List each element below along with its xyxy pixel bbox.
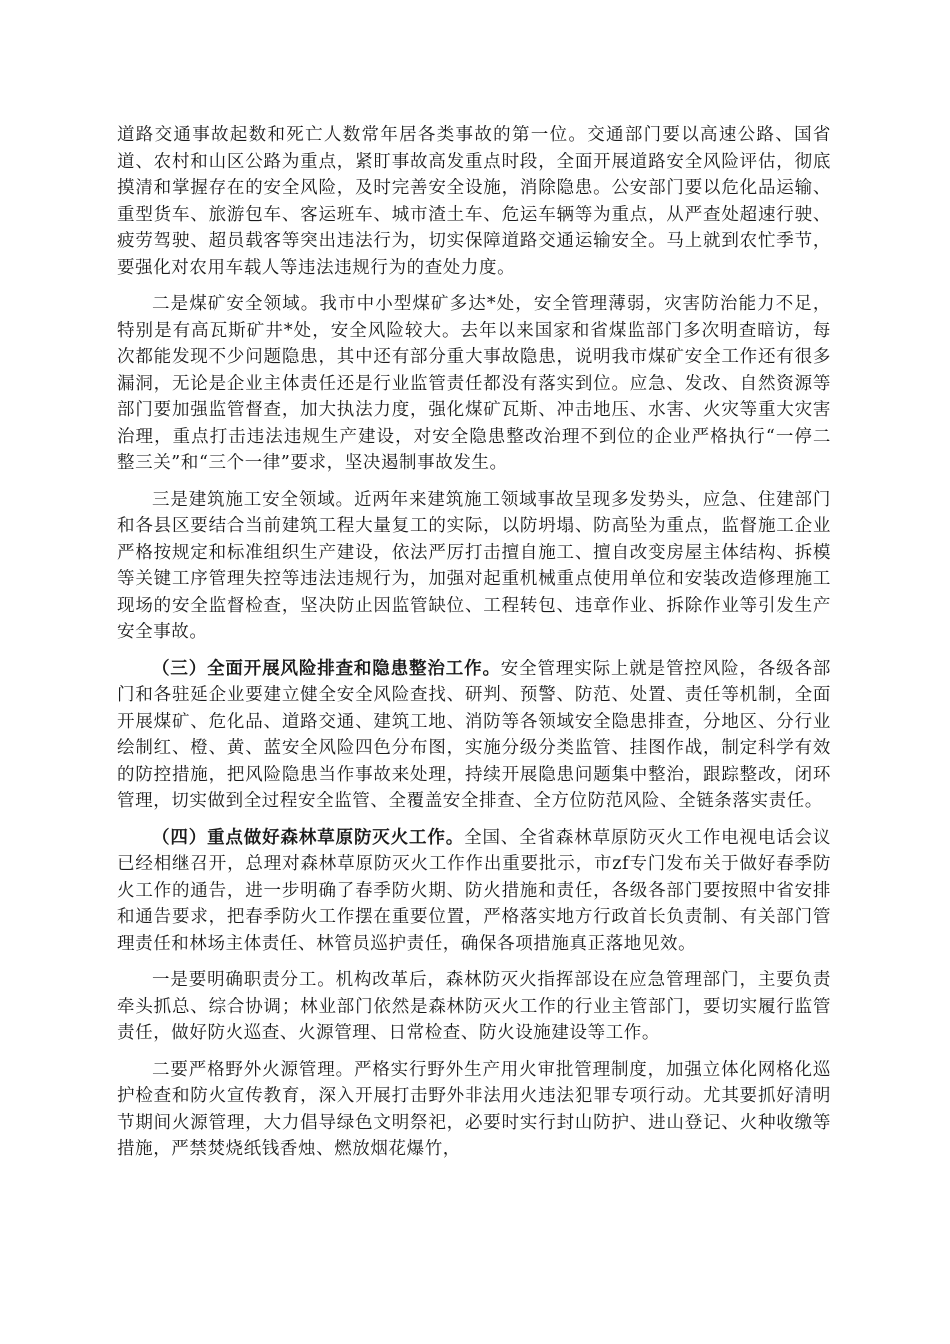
paragraph-coal-mine-safety xyxy=(117,291,831,477)
paragraph-text: 全国、全省森林草原防灭火工作电视电话会议已经相继召开，总理对森林草原防灭火工作作出重要批示，市zf专门发布关于做好春季防火工作的通告，进一步明确了春季防火期、防火措施和责任，各级各部门要按照中省安排和通告要求，把春季防火工作摆在重要位置，严格落实地方行政首长负责制、有关部门管理责任和林场主体责任、林管员巡护责任，确保各项措施真正落地见效。 xyxy=(117,827,831,954)
paragraph-text: 二是煤矿安全领域。我市中小型煤矿多达*处，安全管理薄弱，灾害防治能力不足，特别是有高瓦斯矿井*处，安全风险较大。去年以来国家和省煤监部门多次明查暗访，每次都能发现不少问题隐患，其中还有部分重大事故隐患，说明我市煤矿安全工作还有很多漏洞，无论是企业主体责任还是行业监管责任都没有落实到位。应急、发改、自然资源等部门要加强监管督查，加大执法力度，强化煤矿瓦斯、冲击地压、水害、火灾等重大灾害治理，重点打击违法违规生产建设，对安全隐患整改治理不到位的企业严格执行“一停二整三关”和“三个一律”要求，坚决遏制事故发生。 xyxy=(117,294,831,473)
paragraph-text: 道路交通事故起数和死亡人数常年居各类事故的第一位。交通部门要以高速公路、国省道、农村和山区公路为重点，紧盯事故高发重点时段，全面开展道路安全风险评估，彻底摸清和掌握存在的安全风险，及时完善安全设施，消除隐患。公安部门要以危化品运输、重型货车、旅游包车、客运班车、城市渣土车、危运车辆等为重点，从严查处超速行驶、疲劳驾驶、超员载客等突出违法行为，切实保障道路交通运输安全。马上就到农忙季节，要强化对农用车载人等违法违规行为的查处力度。 xyxy=(117,125,831,278)
paragraph-fire-source-management xyxy=(117,1057,831,1163)
paragraph-text: 二要严格野外火源管理。严格实行野外生产用火审批管理制度，加强立体化网格化巡护检查和防火宣传教育，深入开展打击野外非法用火违法犯罪专项行动。尤其要抓好清明节期间火源管理，大力倡导绿色文明祭祀，必要时实行封山防护、进山登记、火种收缴等措施，严禁焚烧纸钱香烛、燃放烟花爆竹， xyxy=(117,1059,831,1159)
paragraph-construction-safety xyxy=(117,487,831,646)
paragraph-responsibility-division xyxy=(117,967,831,1047)
section-heading: （四）重点做好森林草原防灭火工作。 xyxy=(152,827,465,848)
section-heading: （三）全面开展风险排查和隐患整治工作。 xyxy=(152,658,501,679)
paragraph-road-traffic-continued xyxy=(117,122,831,281)
paragraph-forest-fire-prevention xyxy=(117,825,831,958)
paragraph-text: 三是建筑施工安全领域。近两年来建筑施工领域事故呈现多发势头，应急、住建部门和各县区要结合当前建筑工程大量复工的实际，以防坍塌、防高坠为重点，监督施工企业严格按规定和标准组织生产建设，依法严厉打击擅自施工、擅自改变房屋主体结构、拆模等关键工序管理失控等违法违规行为，加强对起重机械重点使用单位和安装改造修理施工现场的安全监督检查，坚决防止因监管缺位、工程转包、违章作业、拆除作业等引发生产安全事故。 xyxy=(117,489,831,642)
document-body xyxy=(117,122,831,1173)
paragraph-text: 一是要明确职责分工。机构改革后，森林防灭火指挥部设在应急管理部门，主要负责牵头抓总、综合协调；林业部门依然是森林防灭火工作的行业主管部门，要切实履行监管责任，做好防火巡查、火源管理、日常检查、防火设施建设等工作。 xyxy=(117,970,831,1043)
paragraph-text: 安全管理实际上就是管控风险，各级各部门和各驻延企业要建立健全安全风险查找、研判、预警、防范、处置、责任等机制，全面开展煤矿、危化品、道路交通、建筑工地、消防等各领域安全隐患排查，分地区、分行业绘制红、橙、黄、蓝安全风险四色分布图，实施分级分类监管、挂图作战，制定科学有效的防控措施，把风险隐患当作事故来处理，持续开展隐患问题集中整治，跟踪整改，闭环管理，切实做到全过程安全监管、全覆盖安全排查、全方位防范风险、全链条落实责任。 xyxy=(117,658,831,811)
paragraph-risk-inspection xyxy=(117,656,831,815)
